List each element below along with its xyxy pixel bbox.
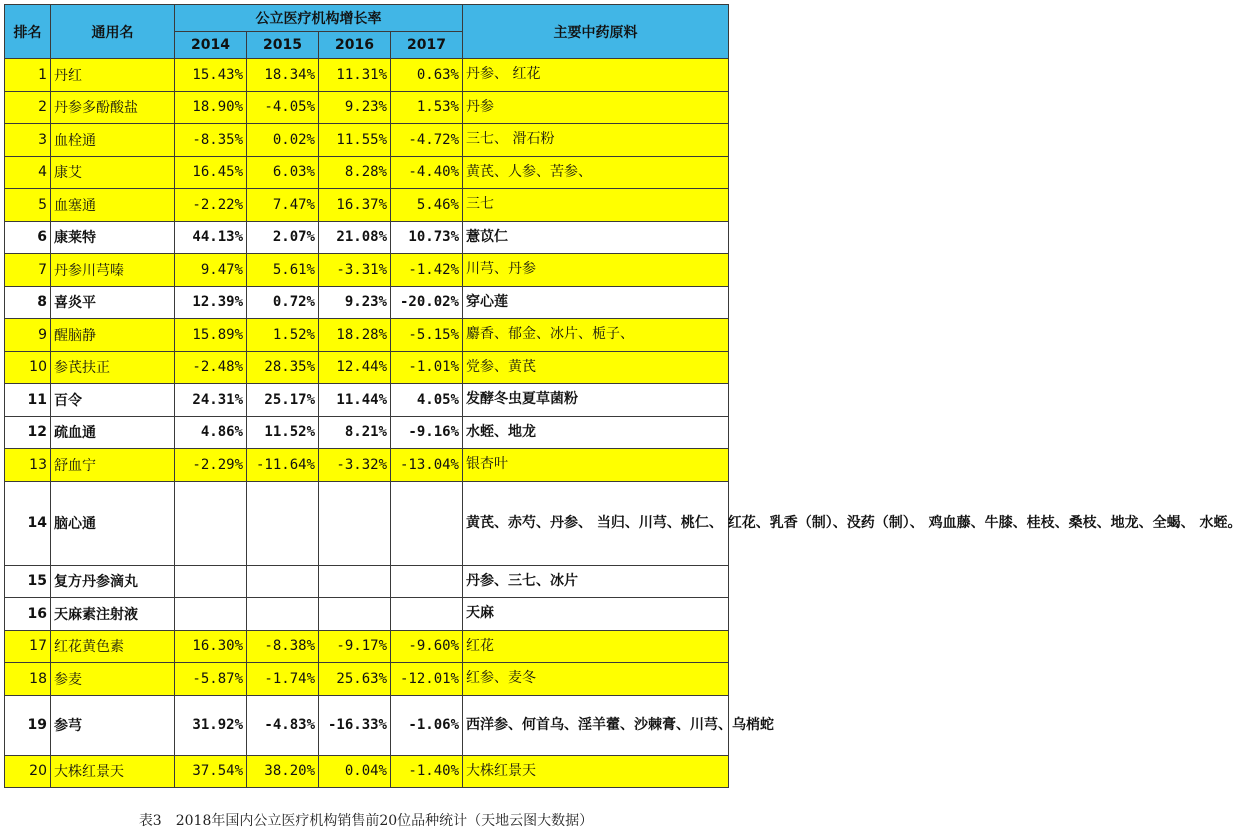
growth-2017-cell bbox=[391, 565, 463, 598]
materials-cell: 党参、黄芪 bbox=[463, 351, 729, 384]
rank-cell: 12 bbox=[5, 416, 51, 449]
growth-2016-cell: 8.28% bbox=[319, 156, 391, 189]
rank-cell: 19 bbox=[5, 695, 51, 755]
growth-2016-cell: -16.33% bbox=[319, 695, 391, 755]
name-cell: 血栓通 bbox=[51, 124, 175, 157]
growth-2017-cell: -4.40% bbox=[391, 156, 463, 189]
materials-cell: 红参、麦冬 bbox=[463, 663, 729, 696]
materials-cell: 川芎、丹参 bbox=[463, 254, 729, 287]
header-year-2015: 2015 bbox=[247, 32, 319, 59]
table-row bbox=[5, 565, 729, 598]
growth-2017-cell: -12.01% bbox=[391, 663, 463, 696]
name-cell: 脑心通 bbox=[51, 481, 175, 565]
growth-2014-cell: 12.39% bbox=[175, 286, 247, 319]
rank-cell: 10 bbox=[5, 351, 51, 384]
name-cell: 大株红景天 bbox=[51, 755, 175, 788]
growth-2016-cell bbox=[319, 565, 391, 598]
table-row bbox=[5, 481, 729, 565]
name-cell: 天麻素注射液 bbox=[51, 598, 175, 631]
table-row bbox=[5, 254, 729, 287]
header-name: 通用名 bbox=[51, 5, 175, 59]
rank-cell: 7 bbox=[5, 254, 51, 287]
growth-2014-cell bbox=[175, 481, 247, 565]
table-row bbox=[5, 598, 729, 631]
growth-2014-cell: 9.47% bbox=[175, 254, 247, 287]
name-cell: 舒血宁 bbox=[51, 449, 175, 482]
header-growth-group: 公立医疗机构增长率 bbox=[175, 5, 463, 32]
materials-cell: 银杏叶 bbox=[463, 449, 729, 482]
stat-table-container bbox=[4, 4, 1242, 788]
table-row bbox=[5, 630, 729, 663]
growth-2017-cell: -20.02% bbox=[391, 286, 463, 319]
table-row bbox=[5, 449, 729, 482]
name-cell: 丹参多酚酸盐 bbox=[51, 91, 175, 124]
growth-2014-cell: 15.89% bbox=[175, 319, 247, 352]
rank-cell: 6 bbox=[5, 221, 51, 254]
name-cell: 喜炎平 bbox=[51, 286, 175, 319]
rank-cell: 3 bbox=[5, 124, 51, 157]
table-row bbox=[5, 663, 729, 696]
rank-cell: 15 bbox=[5, 565, 51, 598]
header-year-2014: 2014 bbox=[175, 32, 247, 59]
growth-2014-cell: 18.90% bbox=[175, 91, 247, 124]
growth-2016-cell: 9.23% bbox=[319, 286, 391, 319]
name-cell: 康莱特 bbox=[51, 221, 175, 254]
growth-2016-cell: 11.31% bbox=[319, 59, 391, 92]
growth-2016-cell: 16.37% bbox=[319, 189, 391, 222]
growth-2014-cell: 16.45% bbox=[175, 156, 247, 189]
growth-2017-cell: 10.73% bbox=[391, 221, 463, 254]
growth-2015-cell: 1.52% bbox=[247, 319, 319, 352]
growth-2014-cell: 4.86% bbox=[175, 416, 247, 449]
growth-2014-cell: -2.48% bbox=[175, 351, 247, 384]
materials-cell: 丹参、 红花 bbox=[463, 59, 729, 92]
growth-2017-cell: -5.15% bbox=[391, 319, 463, 352]
materials-cell: 三七、 滑石粉 bbox=[463, 124, 729, 157]
growth-2016-cell: 21.08% bbox=[319, 221, 391, 254]
growth-2016-cell: 8.21% bbox=[319, 416, 391, 449]
name-cell: 复方丹参滴丸 bbox=[51, 565, 175, 598]
growth-2014-cell: 15.43% bbox=[175, 59, 247, 92]
growth-2015-cell: -4.05% bbox=[247, 91, 319, 124]
materials-cell: 发酵冬虫夏草菌粉 bbox=[463, 384, 729, 417]
growth-2015-cell: 25.17% bbox=[247, 384, 319, 417]
growth-2015-cell: 6.03% bbox=[247, 156, 319, 189]
name-cell: 参麦 bbox=[51, 663, 175, 696]
growth-2016-cell: 9.23% bbox=[319, 91, 391, 124]
materials-cell: 丹参、三七、冰片 bbox=[463, 565, 729, 598]
growth-2016-cell: -9.17% bbox=[319, 630, 391, 663]
growth-2015-cell: -1.74% bbox=[247, 663, 319, 696]
rank-cell: 11 bbox=[5, 384, 51, 417]
materials-cell: 丹参 bbox=[463, 91, 729, 124]
materials-cell: 黄芪、赤芍、丹参、 当归、川芎、桃仁、 红花、乳香（制）、没药（制）、 鸡血藤、牛膝、桂枝、桑枝、地龙、全蝎、 水蛭。 bbox=[463, 481, 729, 565]
growth-2015-cell: 2.07% bbox=[247, 221, 319, 254]
table-row bbox=[5, 189, 729, 222]
growth-2017-cell: 0.63% bbox=[391, 59, 463, 92]
materials-cell: 西洋参、何首乌、淫羊藿、沙棘膏、川芎、乌梢蛇 bbox=[463, 695, 729, 755]
growth-2016-cell: 18.28% bbox=[319, 319, 391, 352]
rank-cell: 18 bbox=[5, 663, 51, 696]
growth-2016-cell: 12.44% bbox=[319, 351, 391, 384]
growth-2014-cell: -8.35% bbox=[175, 124, 247, 157]
growth-2017-cell bbox=[391, 598, 463, 631]
growth-table bbox=[4, 4, 1242, 788]
table-row bbox=[5, 286, 729, 319]
header-year-2016: 2016 bbox=[319, 32, 391, 59]
growth-2015-cell: 0.02% bbox=[247, 124, 319, 157]
growth-2015-cell: 18.34% bbox=[247, 59, 319, 92]
growth-2015-cell bbox=[247, 598, 319, 631]
rank-cell: 8 bbox=[5, 286, 51, 319]
name-cell: 血塞通 bbox=[51, 189, 175, 222]
name-cell: 参芎 bbox=[51, 695, 175, 755]
growth-2015-cell: 38.20% bbox=[247, 755, 319, 788]
rank-cell: 9 bbox=[5, 319, 51, 352]
growth-2014-cell: -2.29% bbox=[175, 449, 247, 482]
growth-2016-cell: -3.32% bbox=[319, 449, 391, 482]
materials-cell: 三七 bbox=[463, 189, 729, 222]
growth-2014-cell: -5.87% bbox=[175, 663, 247, 696]
header-materials: 主要中药原料 bbox=[463, 5, 729, 59]
table-row bbox=[5, 124, 729, 157]
table-row bbox=[5, 156, 729, 189]
name-cell: 醒脑静 bbox=[51, 319, 175, 352]
growth-2017-cell: -1.01% bbox=[391, 351, 463, 384]
rank-cell: 17 bbox=[5, 630, 51, 663]
rank-cell: 14 bbox=[5, 481, 51, 565]
growth-2017-cell: -13.04% bbox=[391, 449, 463, 482]
name-cell: 丹参川芎嗪 bbox=[51, 254, 175, 287]
table-row bbox=[5, 91, 729, 124]
growth-2017-cell: 1.53% bbox=[391, 91, 463, 124]
name-cell: 参芪扶正 bbox=[51, 351, 175, 384]
growth-2016-cell: -3.31% bbox=[319, 254, 391, 287]
header-year-2017: 2017 bbox=[391, 32, 463, 59]
growth-2016-cell bbox=[319, 481, 391, 565]
table-row bbox=[5, 221, 729, 254]
growth-2015-cell bbox=[247, 481, 319, 565]
rank-cell: 16 bbox=[5, 598, 51, 631]
materials-cell: 穿心莲 bbox=[463, 286, 729, 319]
growth-2014-cell: 37.54% bbox=[175, 755, 247, 788]
growth-2017-cell: -1.40% bbox=[391, 755, 463, 788]
table-row bbox=[5, 319, 729, 352]
materials-cell: 麝香、郁金、冰片、栀子、 bbox=[463, 319, 729, 352]
materials-cell: 黄芪、人参、苦参、 bbox=[463, 156, 729, 189]
growth-2014-cell: -2.22% bbox=[175, 189, 247, 222]
growth-2016-cell: 0.04% bbox=[319, 755, 391, 788]
name-cell: 丹红 bbox=[51, 59, 175, 92]
growth-2014-cell: 16.30% bbox=[175, 630, 247, 663]
rank-cell: 1 bbox=[5, 59, 51, 92]
table-row bbox=[5, 695, 729, 755]
name-cell: 百令 bbox=[51, 384, 175, 417]
rank-cell: 13 bbox=[5, 449, 51, 482]
growth-2014-cell: 31.92% bbox=[175, 695, 247, 755]
growth-2014-cell bbox=[175, 598, 247, 631]
name-cell: 疏血通 bbox=[51, 416, 175, 449]
growth-2017-cell: -4.72% bbox=[391, 124, 463, 157]
growth-2015-cell: -4.83% bbox=[247, 695, 319, 755]
table-row bbox=[5, 351, 729, 384]
growth-2016-cell: 11.55% bbox=[319, 124, 391, 157]
materials-cell: 水蛭、地龙 bbox=[463, 416, 729, 449]
table-row bbox=[5, 416, 729, 449]
growth-2017-cell: 5.46% bbox=[391, 189, 463, 222]
growth-2015-cell: -11.64% bbox=[247, 449, 319, 482]
name-cell: 康艾 bbox=[51, 156, 175, 189]
growth-2016-cell bbox=[319, 598, 391, 631]
growth-2017-cell: -1.42% bbox=[391, 254, 463, 287]
header-rank: 排名 bbox=[5, 5, 51, 59]
growth-2014-cell: 44.13% bbox=[175, 221, 247, 254]
growth-2017-cell: -1.06% bbox=[391, 695, 463, 755]
growth-2015-cell: 11.52% bbox=[247, 416, 319, 449]
table-row bbox=[5, 755, 729, 788]
growth-2017-cell: -9.16% bbox=[391, 416, 463, 449]
growth-2016-cell: 25.63% bbox=[319, 663, 391, 696]
rank-cell: 2 bbox=[5, 91, 51, 124]
table-row bbox=[5, 384, 729, 417]
name-cell: 红花黄色素 bbox=[51, 630, 175, 663]
materials-cell: 薏苡仁 bbox=[463, 221, 729, 254]
growth-2017-cell: 4.05% bbox=[391, 384, 463, 417]
growth-2014-cell bbox=[175, 565, 247, 598]
growth-2015-cell: 7.47% bbox=[247, 189, 319, 222]
growth-2016-cell: 11.44% bbox=[319, 384, 391, 417]
table-row bbox=[5, 59, 729, 92]
materials-cell: 大株红景天 bbox=[463, 755, 729, 788]
materials-cell: 天麻 bbox=[463, 598, 729, 631]
rank-cell: 4 bbox=[5, 156, 51, 189]
growth-2014-cell: 24.31% bbox=[175, 384, 247, 417]
table-caption: 表3 2018年国内公立医疗机构销售前20位品种统计（天地云图大数据） bbox=[138, 813, 594, 829]
growth-2015-cell: 5.61% bbox=[247, 254, 319, 287]
materials-cell: 红花 bbox=[463, 630, 729, 663]
growth-2017-cell bbox=[391, 481, 463, 565]
rank-cell: 5 bbox=[5, 189, 51, 222]
growth-2017-cell: -9.60% bbox=[391, 630, 463, 663]
growth-2015-cell bbox=[247, 565, 319, 598]
growth-2015-cell: 28.35% bbox=[247, 351, 319, 384]
rank-cell: 20 bbox=[5, 755, 51, 788]
growth-2015-cell: 0.72% bbox=[247, 286, 319, 319]
growth-2015-cell: -8.38% bbox=[247, 630, 319, 663]
